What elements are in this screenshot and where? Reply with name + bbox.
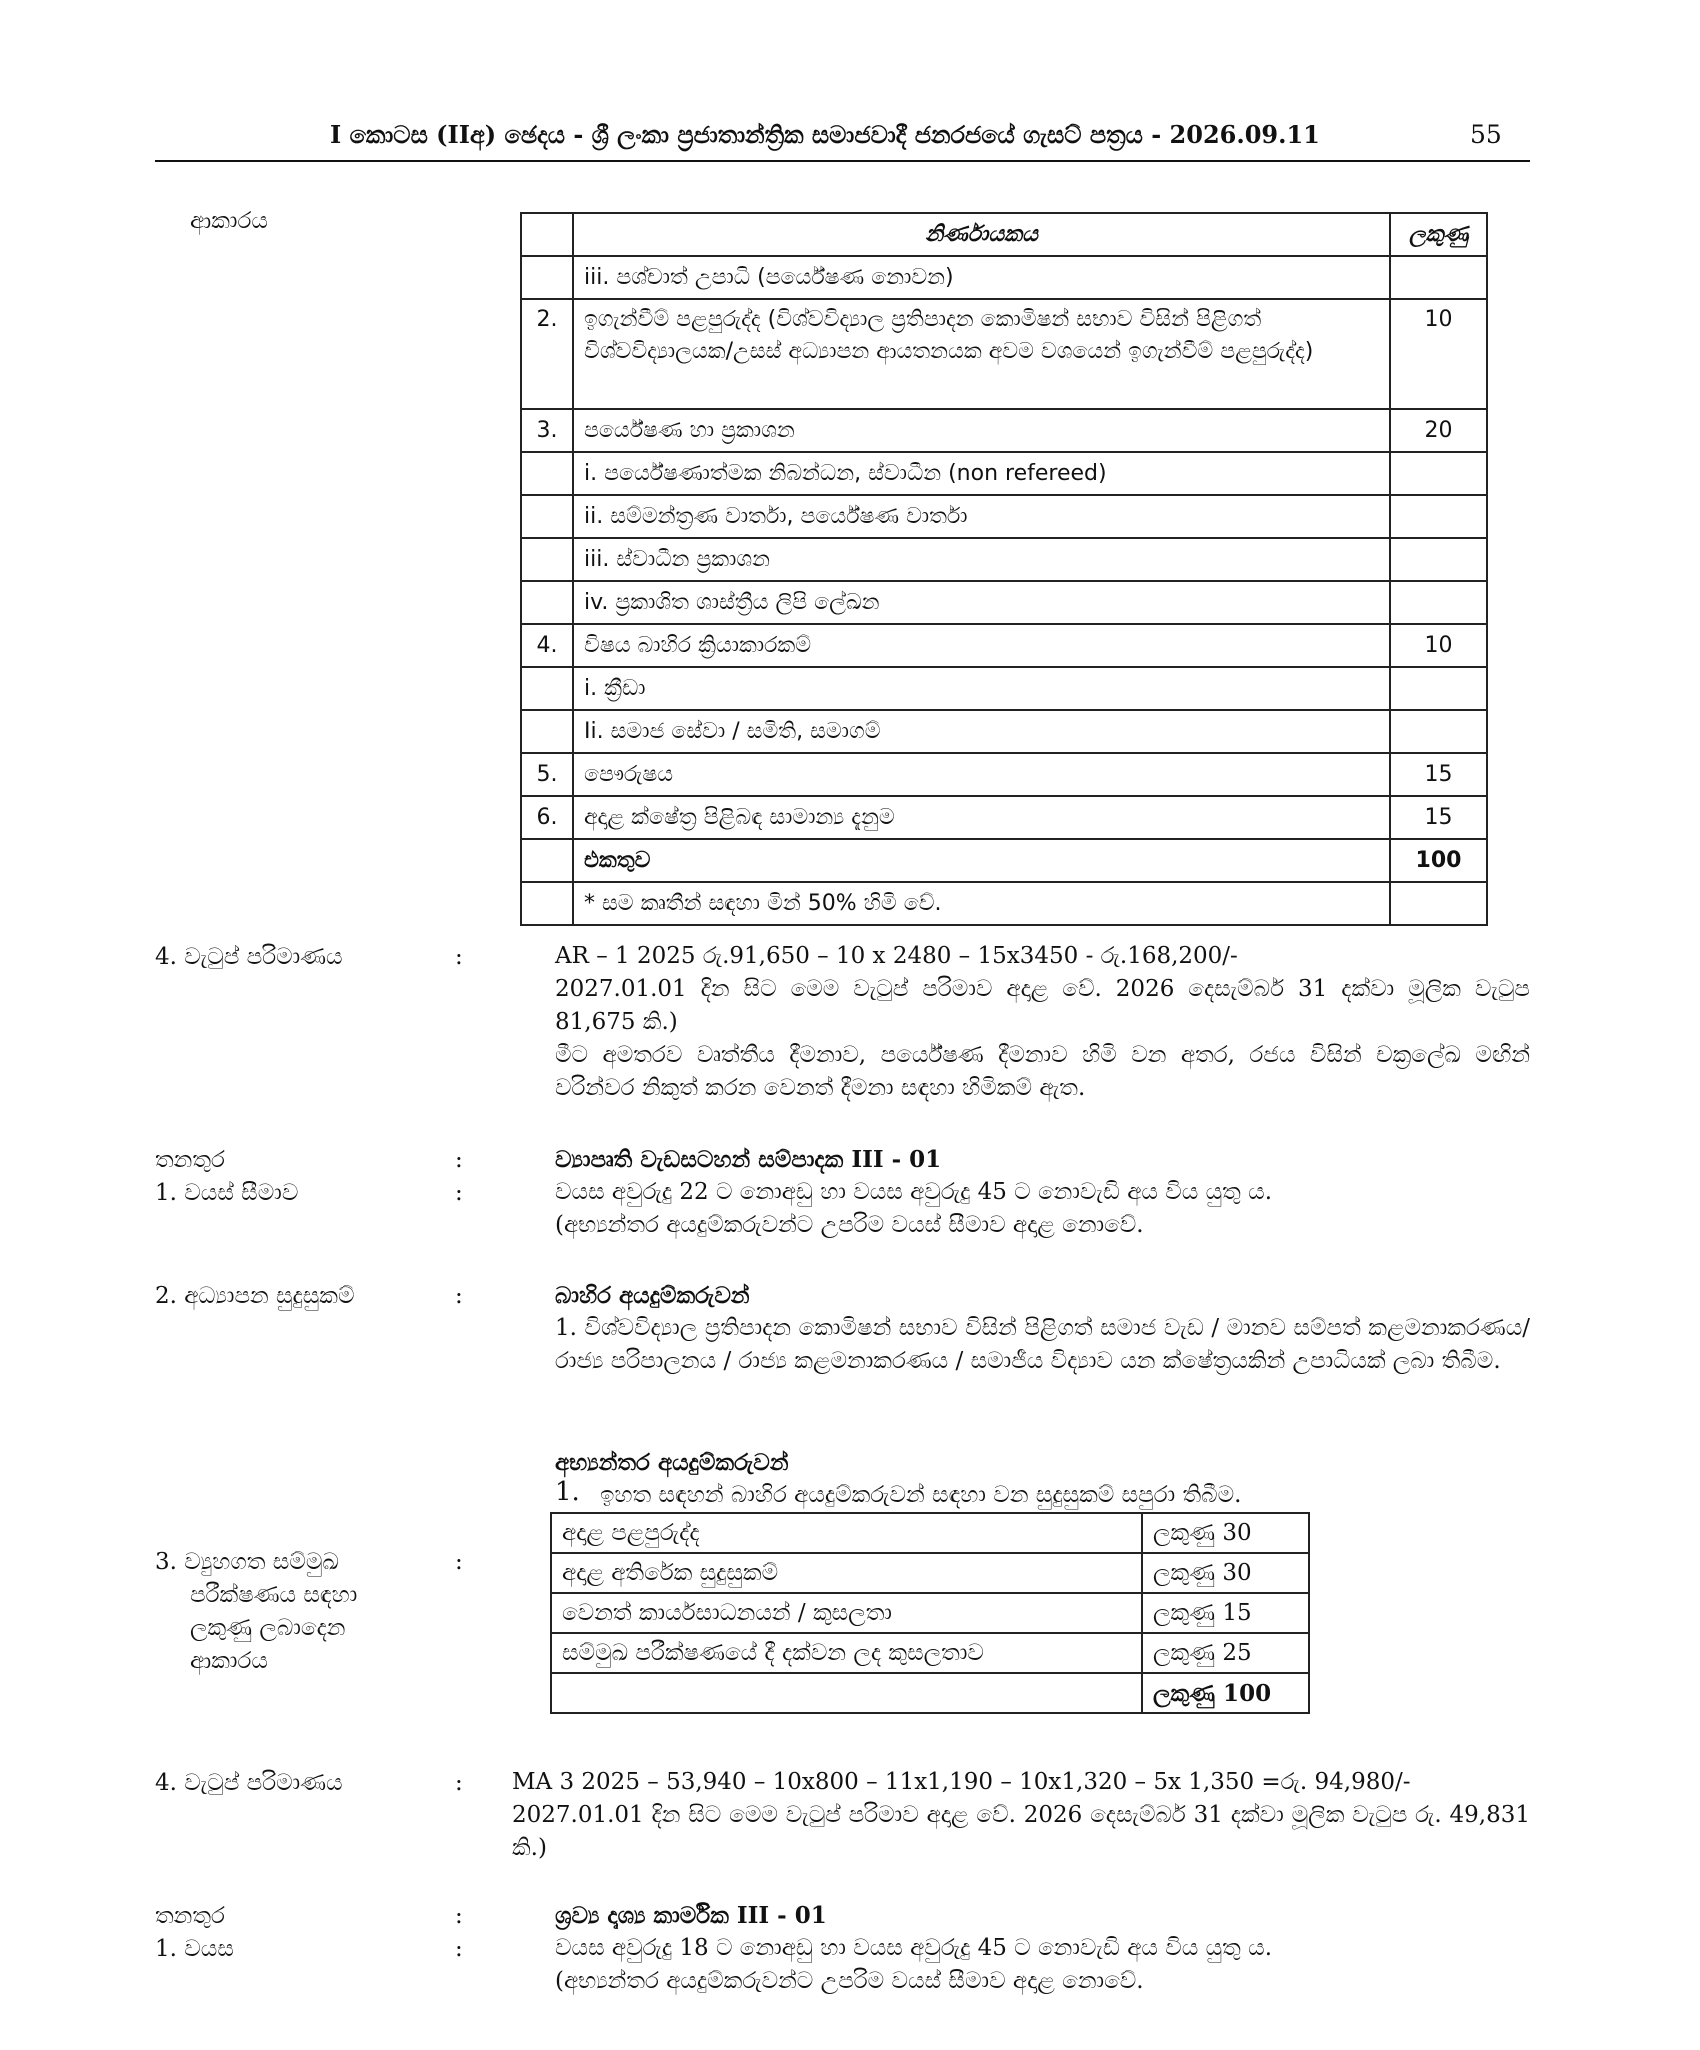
table-row [521,581,1487,624]
colon: : [455,1903,463,1929]
row-points: ලකුණු 100 [1142,1673,1309,1713]
table-row [521,299,1487,409]
colon: : [455,1770,463,1796]
colon: : [455,1283,463,1309]
row-points: ලකුණු 30 [1142,1513,1309,1553]
row-points: 15 [1390,753,1487,796]
row-text: සම්මුඛ පරීක්ෂණයේ දී දක්වන ලද කුසලතාව [551,1633,1142,1673]
gazette-header-title: I කොටස (IIඅ) ඡෙදය - ශ්‍රී ලංකා ප්‍රජාතාන්ත්‍රික සමාජවාදී ජනරජයේ ගැසට් පත්‍රය - 2026.09.11 [330,120,1320,149]
interview-label-line2: පරීක්ෂණය සඳහා [190,1582,358,1608]
interview-label-line4: ආකාරය [190,1648,268,1674]
row-num [521,256,573,299]
row-points: 10 [1390,299,1487,409]
row-text: * සම කෘතීන් සඳහා මින් 50% හිමි වේ. [573,882,1390,925]
row-text: පෞරුෂය [573,753,1390,796]
row-points [1390,256,1487,299]
row-points: 10 [1390,624,1487,667]
row-points: 20 [1390,409,1487,452]
row-text: අදාළ අතිරේක සුදුසුකම් [551,1553,1142,1593]
row-num [521,839,573,882]
criteria-num-header [521,213,573,256]
row-num: 5. [521,753,573,796]
table-row [521,256,1487,299]
row-text: එකතුව [573,839,1390,882]
post-title: ව්‍යාපෘති වැඩසටහන් සම්පාදක III - 01 [555,1146,942,1173]
page-number: 55 [1470,120,1502,149]
row-num: 4. [521,624,573,667]
row-text: iii. ස්වාධීන ප්‍රකාශන [573,538,1390,581]
salary-scale-line1: AR – 1 2025 රු.91,650 – 10 x 2480 – 15x3450 - රු.168,200/- [555,943,1238,969]
colon: : [455,1936,463,1962]
row-text: ඉගැන්වීම් පළපුරුද්ද (විශ්වවිද්‍යාල ප්‍රතිපාදන කොමිෂන් සභාව විසින් පිළිගත් විශ්වවිද්‍යාලයක/උසස් අධ්‍යාපන ආයතනයක අවම වශයෙන් ඉගැන්වීම් පළපුරුද්ද) [573,299,1390,409]
header-rule [155,160,1530,162]
criteria-header: නිර්ණායකය [573,213,1390,256]
age-note: (අභ්‍යන්තර අයදුම්කරුවන්ට උපරිම වයස් සීමාව අදාළ නොවේ. [555,1968,1144,1994]
education-label: 2. අධ්‍යාපන සුදුසුකම් [155,1283,355,1309]
row-points: 100 [1390,839,1487,882]
interview-points-table [550,1512,1310,1714]
table-row [521,667,1487,710]
row-text: iv. ප්‍රකාශිත ශාස්ත්‍රීය ලිපි ලේඛන [573,581,1390,624]
post-label: තනතුර [155,1147,225,1173]
post-label: තනතුර [155,1903,225,1929]
table-row [521,495,1487,538]
row-points: ලකුණු 15 [1142,1593,1309,1633]
age-limit-text: වයස අවුරුදු 22 ට නොඅඩු හා වයස අවුරුදු 45 ට නොවැඩි අය විය යුතු ය. [555,1179,1273,1205]
row-num [521,710,573,753]
points-header: ලකුණු [1390,213,1487,256]
age-text: වයස අවුරුදු 18 ට නොඅඩු හා වයස අවුරුදු 45 ට නොවැඩි අය විය යුතු ය. [555,1935,1273,1961]
table-row-total [521,839,1487,882]
table-row-note [521,882,1487,925]
interview-label-line3: ලකුණු ලබාදෙන [190,1615,346,1641]
colon: : [455,1180,463,1206]
row-text: වෙනත් කාර්යසාධනයන් / කුසලතා [551,1593,1142,1633]
interview-label-line1: 3. ව්‍යුහගත සම්මුඛ [155,1549,339,1575]
colon: : [455,1549,463,1575]
row-points [1390,667,1487,710]
row-text [551,1673,1142,1713]
row-text: i. ක්‍රීඩා [573,667,1390,710]
table-row [521,796,1487,839]
table-row [521,624,1487,667]
row-text: ii. සම්මන්ත්‍රණ වාර්තා, පර්යේෂණ වාර්තා [573,495,1390,538]
row-num: 2. [521,299,573,409]
row-num [521,452,573,495]
salary-scale-line3: මීට අමතරව වෘත්තීය දීමනාව, පර්යේෂණ දීමනාව හිමි වන අතර, රජය විසින් චක්‍රලේඛ මඟින් වරින්වර නිකුත් කරන වෙනත් දීමනා සඳහා හිමිකම් ඇත. [555,1042,1530,1101]
colon: : [455,944,463,970]
internal-applicants-num: 1. [555,1477,580,1507]
section-label-method: ආකාරය [190,208,268,234]
table-row [521,538,1487,581]
row-num [521,495,573,538]
table-row [521,452,1487,495]
row-text: Ii. සමාජ සේවා / සමිති, සමාගම් [573,710,1390,753]
salary-scale-line1: MA 3 2025 – 53,940 – 10x800 – 11x1,190 – 10x1,320 – 5x 1,350 =රු. 94,980/- [512,1769,1411,1795]
row-points [1390,452,1487,495]
salary-scale-line2: 2027.01.01 දින සිට මෙම වැටුප් පරිමාව අදාළ වේ. 2026 දෙසැම්බර් 31 දක්වා මූලික වැටුප රු. 49,831 කි.) [512,1802,1530,1861]
table-row [551,1633,1309,1673]
table-row [551,1513,1309,1553]
row-text: අදාළ පළපුරුද්ද [551,1513,1142,1553]
row-num [521,667,573,710]
row-points [1390,710,1487,753]
row-text: අදාළ ක්ෂේත්‍ර පිළිබඳ සාමාන්‍ය දැනුම [573,796,1390,839]
table-row [551,1593,1309,1633]
salary-scale-label: 4. වැටුප් පරිමාණය [155,1770,343,1796]
row-points: ලකුණු 25 [1142,1633,1309,1673]
salary-scale-line2: 2027.01.01 දින සිට මෙම වැටුප් පරිමාව අදාළ වේ. 2026 දෙසැම්බර් 31 දක්වා මූලික වැටුප 81,675 කි.) [555,976,1530,1035]
row-points [1390,538,1487,581]
row-text: පර්යේෂණ හා ප්‍රකාශන [573,409,1390,452]
colon: : [455,1147,463,1173]
salary-scale-label: 4. වැටුප් පරිමාණය [155,944,343,970]
row-num [521,581,573,624]
table-row [521,409,1487,452]
row-num [521,538,573,581]
post-title: ශ්‍රව්‍ය දෘශ්‍ය කාර්මික III - 01 [555,1902,827,1929]
row-text: iii. පශ්චාත් උපාධි (පර්යේෂණ නොවන) [573,256,1390,299]
row-num [521,882,573,925]
table-row [551,1553,1309,1593]
table-row [521,710,1487,753]
row-num: 3. [521,409,573,452]
criteria-table [520,212,1488,926]
table-row-total [551,1673,1309,1713]
row-points [1390,581,1487,624]
row-text: i. පර්යේෂණාත්මක නිබන්ධන, ස්වාධීන (non refereed) [573,452,1390,495]
age-limit-note: (අභ්‍යන්තර අයදුම්කරුවන්ට උපරිම වයස් සීමාව අදාළ නොවේ. [555,1212,1144,1238]
external-applicants-text: 1. විශ්වවිද්‍යාල ප්‍රතිපාදන කොමිෂන් සභාව විසින් පිළිගත් සමාජ වැඩ / මානව සම්පත් කළමනාකරණය/ රාජ්‍ය පරිපාලනය / රාජ්‍ය කළමනාකරණය / සමාජීය විද්‍යාව යන ක්ෂේත්‍රයකින් උපාධියක් ලබා තිබීම. [555,1315,1530,1374]
internal-applicants-text: ඉහත සඳහන් බාහිර අයදුම්කරුවන් සඳහා වන සුදුසුකම් සපුරා තිබීම. [600,1482,1242,1508]
row-points [1390,495,1487,538]
row-num: 6. [521,796,573,839]
row-points [1390,882,1487,925]
external-applicants-title: බාහිර අයදුම්කරුවන් [555,1282,750,1309]
row-text: විෂය බාහිර ක්‍රියාකාරකම් [573,624,1390,667]
age-limit-label: 1. වයස් සීමාව [155,1180,299,1206]
row-points: ලකුණු 30 [1142,1553,1309,1593]
criteria-table-header [521,213,1487,256]
internal-applicants-title: අභ්‍යන්තර අයදුම්කරුවන් [555,1449,789,1476]
age-label: 1. වයස [155,1936,234,1962]
row-points: 15 [1390,796,1487,839]
table-row [521,753,1487,796]
